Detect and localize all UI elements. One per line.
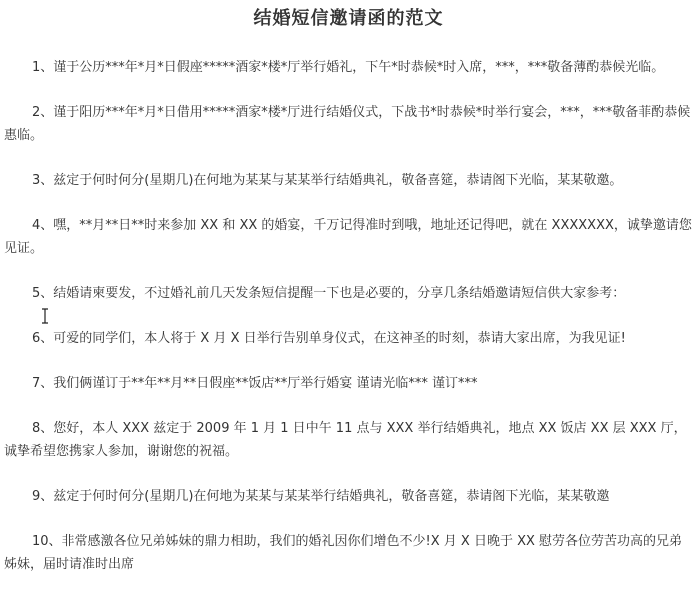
paragraph-6: 6、可爱的同学们，本人将于 X 月 X 日举行告别单身仪式，在这神圣的时刻，恭请大家出席，为我见证! [32, 331, 626, 346]
paragraph-1: 1、谨于公历***年*月*日假座*****酒家*楼*厅举行婚礼，下午*时恭候*时入席，***，***敬备薄酌恭候光临。 [32, 60, 665, 75]
paragraph-2: 2、谨于阳历***年*月*日借用*****酒家*楼*厅进行结婚仪式，下战书*时恭候*时举行宴会，***，***敬备菲酌恭候惠临。 [4, 105, 691, 143]
paragraph-3: 3、兹定于何时何分(星期几)在何地为某某与某某举行结婚典礼，敬备喜筵，恭请阁下光临，某某敬邀。 [32, 173, 623, 188]
paragraph-7: 7、我们俩谨订于**年**月**日假座**饭店**厅举行婚宴 谨请光临*** 谨订*** [32, 376, 478, 391]
paragraph-5: 5、结婚请柬要发，不过婚礼前几天发条短信提醒一下也是必要的，分享几条结婚邀请短信供大家参考： [32, 286, 626, 301]
text-cursor-icon [40, 308, 50, 324]
article-body [4, 56, 692, 598]
paragraph-4: 4、嘿，**月**日**时来参加 XX 和 XX 的婚宴，千万记得准时到哦，地址还记得吧，就在 XXXXXXX，诚挚邀请您见证。 [4, 218, 692, 256]
page-title: 结婚短信邀请函的范文 [253, 8, 444, 29]
paragraph-9: 9、兹定于何时何分(星期几)在何地为某某与某某举行结婚典礼，敬备喜筵，恭请阁下光临，某某敬邀 [32, 489, 610, 504]
paragraph-10: 10、非常感激各位兄弟姊妹的鼎力相助，我们的婚礼因你们增色不少!X 月 X 日晚于 XX 慰劳各位劳苦功高的兄弟姊妹，届时请准时出席 [4, 534, 683, 572]
paragraph-8: 8、您好，本人 XXX 兹定于 2009 年 1 月 1 日中午 11 点与 XXX 举行结婚典礼，地点 XX 饭店 XX 层 XXX 厅，诚挚希望您携家人参加，谢谢您的祝福。 [4, 421, 687, 459]
